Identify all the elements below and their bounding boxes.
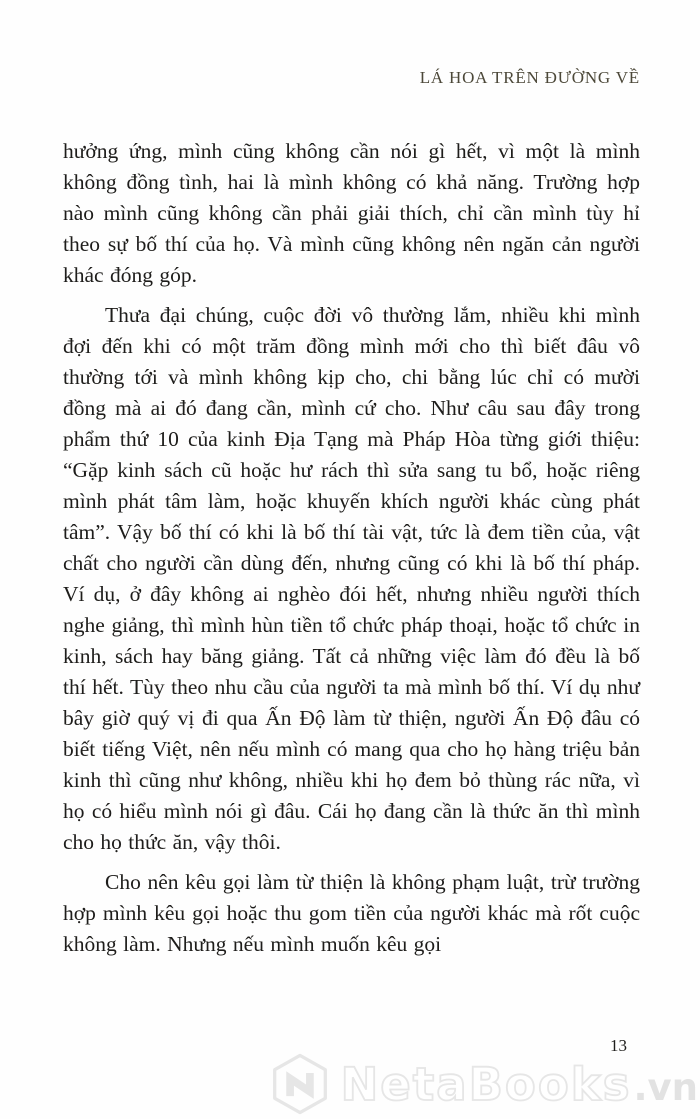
netabooks-hexagon-n-logo	[267, 1051, 333, 1117]
watermark-text	[341, 1058, 698, 1111]
body-text	[63, 136, 640, 969]
running-header: LÁ HOA TRÊN ĐƯỜNG VỀ	[419, 68, 640, 87]
watermark-brand: NetaBooks	[340, 1057, 632, 1111]
page-number: 13	[610, 1036, 627, 1055]
paragraph: Cho nên kêu gọi làm từ thiện là không phạm luật, trừ trường hợp mình kêu gọi hoặc thu gom tiền của người khác mà rốt cuộc không làm. Nhưng nếu mình muốn kêu gọi	[63, 870, 640, 956]
paragraph: Thưa đại chúng, cuộc đời vô thường lắm, nhiều khi mình đợi đến khi có một trăm đồng mình mới cho thì biết đâu vô thường tới và mình không kịp cho, chi bằng lúc chỉ có mười đồng mà ai đó đang cần, mình cứ cho. Như câu sau đây trong phẩm thứ 10 của kinh Địa Tạng mà Pháp Hòa từng giới thiệu: “Gặp kinh sách cũ hoặc hư rách thì sửa sang tu bổ, hoặc riêng mình phát tâm làm, hoặc khuyến khích người khác cùng phát tâm”. Vậy bố thí có khi là bố thí tài vật, tức là đem tiền của, vật chất cho người cần dùng đến, nhưng cũng có khi là bố thí pháp. Ví dụ, ở đây không ai nghèo đói hết, nhưng nhiều người thích nghe giảng, thì mình hùn tiền tổ chức pháp thoại, hoặc tổ chức in kinh, sách hay băng giảng. Tất cả những việc làm đó đều là bố thí hết. Tùy theo nhu cầu của người ta mà mình bố thí. Ví dụ như bây giờ quý vị đi qua Ấn Độ làm từ thiện, người Ấn Độ đâu có biết tiếng Việt, nên nếu mình có mang qua cho họ hàng triệu bản kinh thì cũng như không, nhiều khi họ đem bỏ thùng rác nữa, vì họ có hiểu mình nói gì đâu. Cái họ đang cần là thức ăn thì mình cho họ thức ăn, vậy thôi.	[63, 303, 640, 854]
netabooks-watermark	[267, 1051, 698, 1117]
paragraph-continuation: hưởng ứng, mình cũng không cần nói gì hết, vì một là mình không đồng tình, hai là mình không có khả năng. Trường hợp nào mình cũng không cần phải giải thích, chỉ cần mình tùy hỉ theo sự bố thí của họ. Và mình cũng không nên ngăn cản người khác đóng góp.	[63, 139, 640, 287]
watermark-suffix: .vn	[633, 1065, 698, 1109]
